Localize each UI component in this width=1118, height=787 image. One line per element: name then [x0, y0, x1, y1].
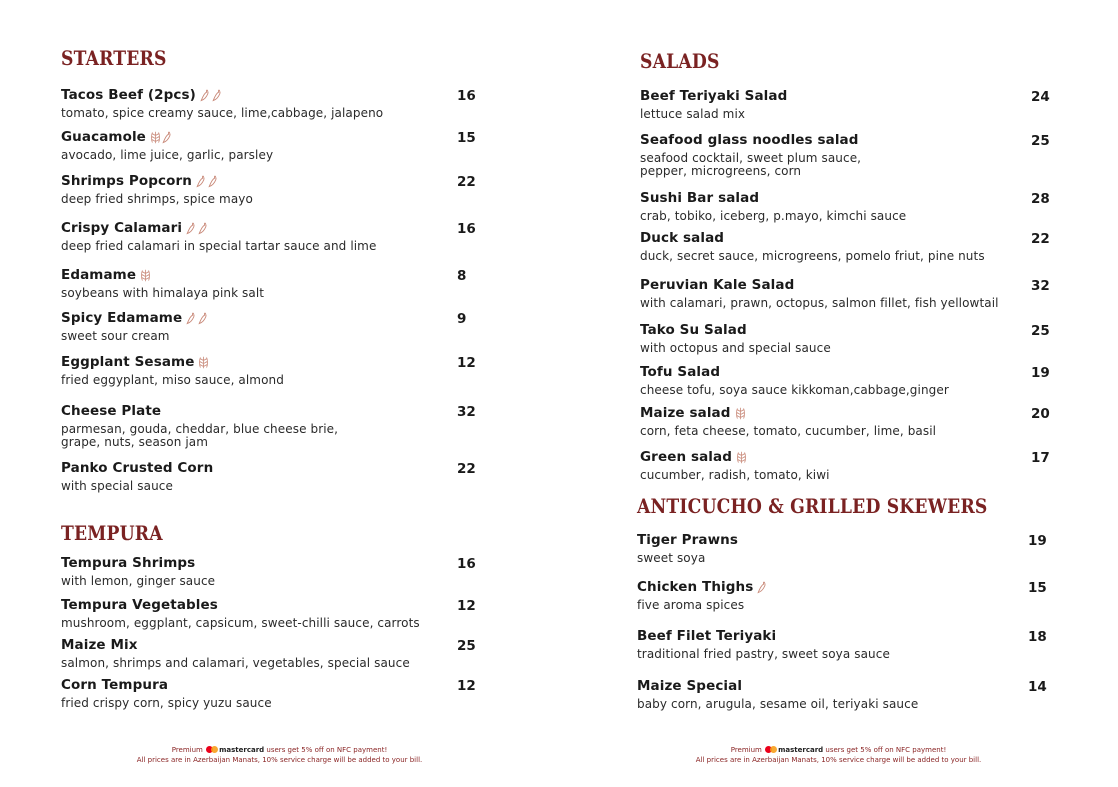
menu-item-price: 25 [1031, 323, 1050, 339]
menu-item-price: 19 [1031, 365, 1050, 381]
menu-item-description [61, 480, 213, 493]
menu-item-description-line: seafood cocktail, sweet plum sauce, [640, 151, 862, 165]
section-title-skewers: ANTICUCHO & GRILLED SKEWERS [637, 494, 988, 518]
menu-item-description [61, 287, 264, 300]
menu-item-description [61, 423, 338, 449]
menu-item [640, 322, 831, 355]
menu-item-name-text: Edamame [61, 267, 137, 283]
menu-item [61, 677, 272, 710]
menu-item-description [61, 575, 215, 588]
menu-item-description-line: mushroom, eggplant, capsicum, sweet-chilli sauce, carrots [61, 616, 420, 630]
menu-item-price: 9 [457, 311, 467, 327]
menu-item-description-line: salmon, shrimps and calamari, vegetables, special sauce [61, 656, 410, 670]
menu-item-price: 28 [1031, 191, 1050, 207]
menu-item-name [640, 190, 906, 206]
chili-icon [198, 222, 209, 235]
menu-item-description [61, 330, 209, 343]
menu-item-name-text: Tacos Beef (2pcs) [61, 87, 196, 103]
menu-item-icons [735, 407, 746, 420]
menu-item-price: 22 [457, 174, 476, 190]
menu-item-name [61, 677, 272, 693]
menu-item-description [61, 374, 284, 387]
menu-item-name [61, 637, 410, 653]
menu-item-price: 32 [457, 404, 476, 420]
menu-item-name [61, 354, 284, 370]
menu-item-name [640, 405, 936, 421]
menu-item-description-line: with calamari, prawn, octopus, salmon fillet, fish yellowtail [640, 296, 999, 310]
menu-item-description-line: grape, nuts, season jam [61, 435, 209, 449]
chili-icon [757, 581, 768, 594]
menu-item-price: 15 [457, 130, 476, 146]
menu-item-description-line: sweet soya [637, 551, 706, 565]
menu-item-description-line: baby corn, arugula, sesame oil, teriyaki sauce [637, 697, 919, 711]
menu-item-description [640, 384, 949, 397]
menu-item-icons [200, 89, 223, 102]
menu-item-price: 16 [457, 221, 476, 237]
footer-right [559, 745, 1118, 765]
section-title-starters: STARTERS [61, 46, 167, 70]
menu-item [61, 220, 376, 253]
menu-item-description [640, 425, 936, 438]
menu-item-name-text: Peruvian Kale Salad [640, 277, 795, 293]
menu-item-description-line: sweet sour cream [61, 329, 170, 343]
menu-item-price: 12 [457, 678, 476, 694]
promo-line: Premium mastercard users get 5% off on NFC payment! [171, 746, 388, 754]
menu-item-icons [198, 356, 209, 369]
menu-item-name [640, 364, 949, 380]
menu-item-description-line: parmesan, gouda, cheddar, blue cheese brie, [61, 422, 339, 436]
menu-item-description-line: corn, feta cheese, tomato, cucumber, lime, basil [640, 424, 937, 438]
menu-item-name-text: Cheese Plate [61, 403, 162, 419]
menu-item-name-text: Panko Crusted Corn [61, 460, 214, 476]
price-note: All prices are in Azerbaijan Manats, 10% service charge will be added to your bill. [136, 756, 423, 764]
menu-item-icons [757, 581, 768, 594]
vegetarian-icon [150, 131, 161, 144]
menu-item-price: 12 [457, 355, 476, 371]
menu-item-name-text: Tako Su Salad [640, 322, 747, 338]
chili-icon [198, 312, 209, 325]
menu-item [61, 555, 215, 588]
menu-item [640, 449, 830, 482]
menu-item [61, 637, 410, 670]
menu-item [61, 597, 420, 630]
menu-item-name [640, 277, 999, 293]
menu-item-name-text: Guacamole [61, 129, 146, 145]
menu-item-description [640, 469, 830, 482]
menu-item-price: 17 [1031, 450, 1050, 466]
menu-item [61, 267, 264, 300]
menu-item-price: 32 [1031, 278, 1050, 294]
menu-item-name-text: Spicy Edamame [61, 310, 183, 326]
menu-item-description-line: fried crispy corn, spicy yuzu sauce [61, 696, 272, 710]
menu-item-description [61, 149, 273, 162]
mastercard-logo-icon [765, 746, 777, 753]
menu-item [640, 405, 936, 438]
menu-item-name-text: Tempura Vegetables [61, 597, 218, 613]
menu-item-name [61, 310, 209, 326]
menu-item-description-line: soybeans with himalaya pink salt [61, 286, 265, 300]
menu-item-price: 19 [1028, 533, 1047, 549]
menu-item-name-text: Maize Mix [61, 637, 138, 653]
menu-item-name-text: Maize salad [640, 405, 731, 421]
menu-item-name-text: Duck salad [640, 230, 725, 246]
menu-item [61, 173, 253, 206]
chili-icon [162, 131, 173, 144]
menu-item-description [61, 617, 420, 630]
menu-item-name [637, 678, 918, 694]
menu-item-price: 20 [1031, 406, 1050, 422]
menu-item-description [61, 697, 272, 710]
menu-item [637, 532, 738, 565]
menu-item-description-line: traditional fried pastry, sweet soya sauce [637, 647, 890, 661]
menu-item-name [61, 460, 213, 476]
menu-item-name [640, 230, 985, 246]
menu-item [61, 403, 338, 449]
chili-icon [200, 89, 211, 102]
menu-item-name-text: Shrimps Popcorn [61, 173, 192, 189]
menu-item [640, 364, 949, 397]
menu-item-description-line: cucumber, radish, tomato, kiwi [640, 468, 830, 482]
menu-item-price: 22 [457, 461, 476, 477]
menu-item-price: 16 [457, 88, 476, 104]
price-note: All prices are in Azerbaijan Manats, 10% service charge will be added to your bill. [695, 756, 982, 764]
menu-item-description [640, 210, 906, 223]
menu-item-price: 25 [1031, 133, 1050, 149]
menu-item-price: 24 [1031, 89, 1050, 105]
menu-item [637, 628, 890, 661]
vegetarian-icon [198, 356, 209, 369]
menu-item-price: 18 [1028, 629, 1047, 645]
menu-item [61, 354, 284, 387]
menu-item-icons [186, 222, 209, 235]
menu-item [640, 190, 906, 223]
menu-item-description-line: cheese tofu, soya sauce kikkoman,cabbage,ginger [640, 383, 949, 397]
menu-item-name-text: Eggplant Sesame [61, 354, 195, 370]
menu-item [637, 579, 768, 612]
menu-item-description [640, 250, 985, 263]
menu-item-name-text: Seafood glass noodles salad [640, 132, 859, 148]
menu-item-name-text: Green salad [640, 449, 733, 465]
menu-item-price: 25 [457, 638, 476, 654]
chili-icon [208, 175, 219, 188]
vegetarian-icon [736, 451, 747, 464]
menu-item-name [637, 628, 890, 644]
chili-icon [212, 89, 223, 102]
menu-item-icons [150, 131, 173, 144]
menu-item [61, 129, 273, 162]
mastercard-logo-icon [206, 746, 218, 753]
menu-item-description-line: five aroma spices [637, 598, 745, 612]
menu-item-price: 16 [457, 556, 476, 572]
menu-item-description [61, 657, 410, 670]
menu-item-name-text: Tiger Prawns [637, 532, 738, 548]
vegetarian-icon [735, 407, 746, 420]
menu-item-name [61, 129, 273, 145]
menu-item-icons [736, 451, 747, 464]
menu-item-description-line: with octopus and special sauce [640, 341, 831, 355]
menu-item-description-line: with lemon, ginger sauce [61, 574, 216, 588]
menu-item-name [61, 267, 264, 283]
chili-icon [186, 312, 197, 325]
menu-item-price: 8 [457, 268, 467, 284]
section-title-salads: SALADS [640, 49, 720, 73]
menu-item-name [61, 597, 420, 613]
menu-item-description [637, 698, 918, 711]
menu-item-description-line: crab, tobiko, iceberg, p.mayo, kimchi sauce [640, 209, 907, 223]
menu-item-name-text: Maize Special [637, 678, 743, 694]
menu-item-description [640, 342, 831, 355]
menu-item-price: 12 [457, 598, 476, 614]
menu-item-name [640, 88, 787, 104]
chili-icon [186, 222, 197, 235]
menu-item-name-text: Tofu Salad [640, 364, 721, 380]
menu-item-name-text: Beef Filet Teriyaki [637, 628, 777, 644]
menu-item-description [640, 297, 999, 310]
menu-item-description [637, 648, 890, 661]
promo-line: Premium mastercard users get 5% off on NFC payment! [730, 746, 947, 754]
menu-item-name [640, 322, 831, 338]
menu-item [640, 88, 787, 121]
menu-item [61, 460, 213, 493]
vegetarian-icon [140, 269, 151, 282]
menu-item-description-line: avocado, lime juice, garlic, parsley [61, 148, 274, 162]
menu-item-name [640, 449, 830, 465]
menu-item-price: 22 [1031, 231, 1050, 247]
menu-item-description [637, 599, 768, 612]
menu-item-name [637, 579, 768, 595]
menu-item-name-text: Tempura Shrimps [61, 555, 196, 571]
menu-item-price: 15 [1028, 580, 1047, 596]
menu-item-description [640, 108, 787, 121]
menu-page-right [559, 0, 1118, 787]
menu-item-name [640, 132, 861, 148]
menu-item-description-line: lettuce salad mix [640, 107, 746, 121]
menu-item-price: 14 [1028, 679, 1047, 695]
menu-item-name [637, 532, 738, 548]
menu-item-name [61, 87, 383, 103]
section-title-tempura: TEMPURA [61, 521, 163, 545]
menu-item [61, 87, 383, 120]
menu-item-description-line: deep fried shrimps, spice mayo [61, 192, 253, 206]
menu-item-name [61, 403, 338, 419]
menu-item-description-line: fried eggyplant, miso sauce, almond [61, 373, 284, 387]
menu-item-icons [186, 312, 209, 325]
menu-item [61, 310, 209, 343]
menu-item-name-text: Beef Teriyaki Salad [640, 88, 788, 104]
menu-item-name-text: Chicken Thighs [637, 579, 754, 595]
menu-item [640, 230, 985, 263]
menu-item-name-text: Sushi Bar salad [640, 190, 760, 206]
footer-left [0, 745, 559, 765]
menu-item [637, 678, 918, 711]
chili-icon [196, 175, 207, 188]
menu-item-name-text: Corn Tempura [61, 677, 169, 693]
menu-item-description [637, 552, 738, 565]
menu-item-name [61, 220, 376, 236]
menu-item-description-line: duck, secret sauce, microgreens, pomelo friut, pine nuts [640, 249, 985, 263]
menu-item [640, 132, 861, 178]
menu-item-description-line: deep fried calamari in special tartar sauce and lime [61, 239, 377, 253]
menu-item-name-text: Crispy Calamari [61, 220, 183, 236]
menu-item-description [61, 240, 376, 253]
menu-item-name [61, 173, 253, 189]
menu-item-icons [196, 175, 219, 188]
menu-item-description-line: pepper, microgreens, corn [640, 164, 802, 178]
menu-item-description-line: with special sauce [61, 479, 173, 493]
menu-item-description [61, 107, 383, 120]
menu-item-icons [140, 269, 151, 282]
menu-item-description [61, 193, 253, 206]
menu-item-description [640, 152, 861, 178]
menu-item-description-line: tomato, spice creamy sauce, lime,cabbage, jalapeno [61, 106, 384, 120]
menu-item [640, 277, 999, 310]
menu-item-name [61, 555, 215, 571]
